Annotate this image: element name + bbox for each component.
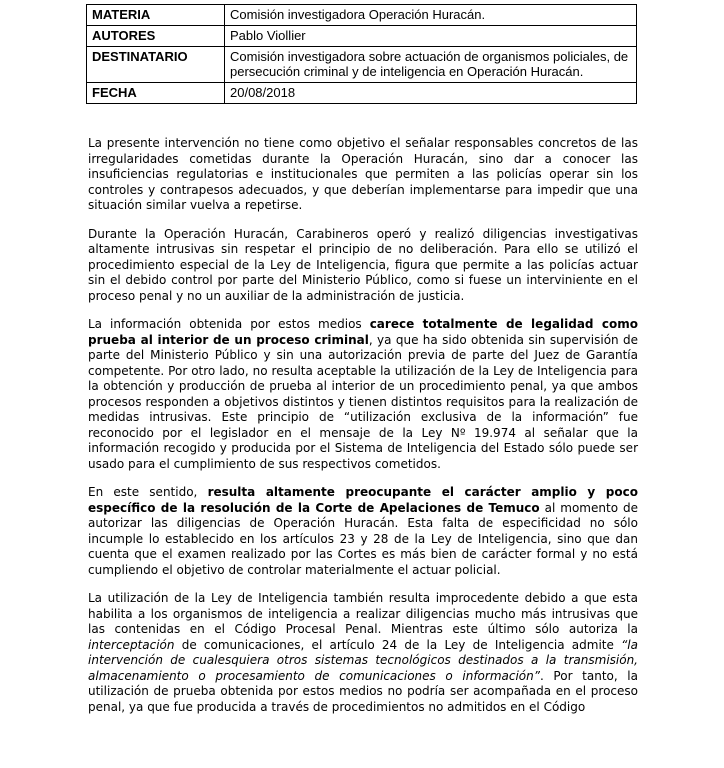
header-key: MATERIA (87, 5, 225, 26)
header-table (86, 4, 637, 104)
text-run: La utilización de la Ley de Inteligencia también resulta improcedente debido a que esta habilita a los organismos de inteligencia a realizar diligencias mucho más intrusivas que las contenidas en el Código Procesal Penal. Mientras este último sólo autoriza la (88, 591, 638, 636)
header-row-destinatario (87, 47, 637, 83)
text-run: , ya que ha sido obtenida sin supervisión de parte del Ministerio Público y sin una autorización previa de parte del Juez de Garantía competente. Por otro lado, no resulta aceptable la utilización de la Ley de Inteligencia para la obtención y producción de prueba al interior de un procedimiento penal, ya que ambos procesos responden a objetivos distintos y tienen distintos requisitos para la realización de medidas intrusivas. Este principio de “utilización exclusiva de la información” fue reconocido por el legislador en el mensaje de la Ley Nº 19.974 al señalar que la información recogido y producida por el Sistema de Inteligencia del Estado sólo puede ser usado para el cumplimiento de sus respectivos cometidos. (88, 332, 638, 471)
paragraph-5 (88, 591, 638, 715)
header-value: Pablo Viollier (225, 26, 637, 47)
bold-run: carece totalmente de legalidad como prueba al interior de un proceso criminal (88, 317, 638, 347)
header-value: 20/08/2018 (225, 83, 637, 104)
header-row-autores (87, 26, 637, 47)
paragraph-2: Durante la Operación Huracán, Carabineros operó y realizó diligencias investigativas altamente intrusivas sin respetar el principio de no deliberación. Para ello se utilizó el procedimiento especial de la Ley de Inteligencia, figura que permite a las policías actuar sin el debido control por parte del Ministerio Público, como si fuese un interviniente en el proceso penal y no un auxiliar de la administración de justicia. (88, 226, 638, 303)
bold-run: resulta altamente preocupante el carácter amplio y poco específico de la resolución de la Corte de Apelaciones de Temuco (88, 485, 638, 515)
text-run: En este sentido, (88, 485, 208, 499)
text-run: . Por tanto, la utilización de prueba obtenida por estos medios no podría ser acompañada en el proceso penal, ya que fue producida a través de procedimientos no admitidos en el Código (88, 668, 638, 714)
header-row-fecha (87, 83, 637, 104)
italic-run: interceptación (88, 637, 175, 652)
header-key: DESTINATARIO (87, 47, 225, 83)
paragraph-1: La presente intervención no tiene como objetivo el señalar responsables concretos de las irregularidades cometidas durante la Operación Huracán, sino dar a conocer las insuficiencias regulatorias e institucionales que permiten a las policías operar sin los controles y contrapesos adecuados, y que deberían implementarse para impedir que una situación similar vuelva a repetirse. (88, 136, 638, 212)
paragraph-3 (88, 317, 638, 472)
header-row-materia (87, 5, 637, 26)
paragraph-4 (88, 485, 638, 578)
header-value: Comisión investigadora Operación Huracán. (225, 5, 637, 26)
text-run: de comunicaciones, el artículo 24 de la Ley de Inteligencia admite (174, 637, 622, 652)
header-key: AUTORES (87, 26, 225, 47)
text-run: La información obtenida por estos medios (88, 317, 370, 331)
body-text (88, 136, 638, 728)
header-key: FECHA (87, 83, 225, 104)
header-value: Comisión investigadora sobre actuación de organismos policiales, de persecución criminal y de inteligencia en Operación Huracán. (225, 47, 637, 83)
italic-run: “la intervención de cualesquiera otros sistemas tecnológicos destinados a la transmisión, almacenamiento o procesamiento de comunicaciones o información” (88, 637, 638, 683)
text-run: al momento de autorizar las diligencias de Operación Huracán. Esta falta de especificidad no sólo incumple lo establecido en los artículos 23 y 28 de la Ley de Inteligencia, sino que dan cuenta que el examen realizado por las Cortes es más bien de carácter formal y no está cumpliendo el objetivo de controlar materialmente el actuar policial. (88, 500, 638, 577)
